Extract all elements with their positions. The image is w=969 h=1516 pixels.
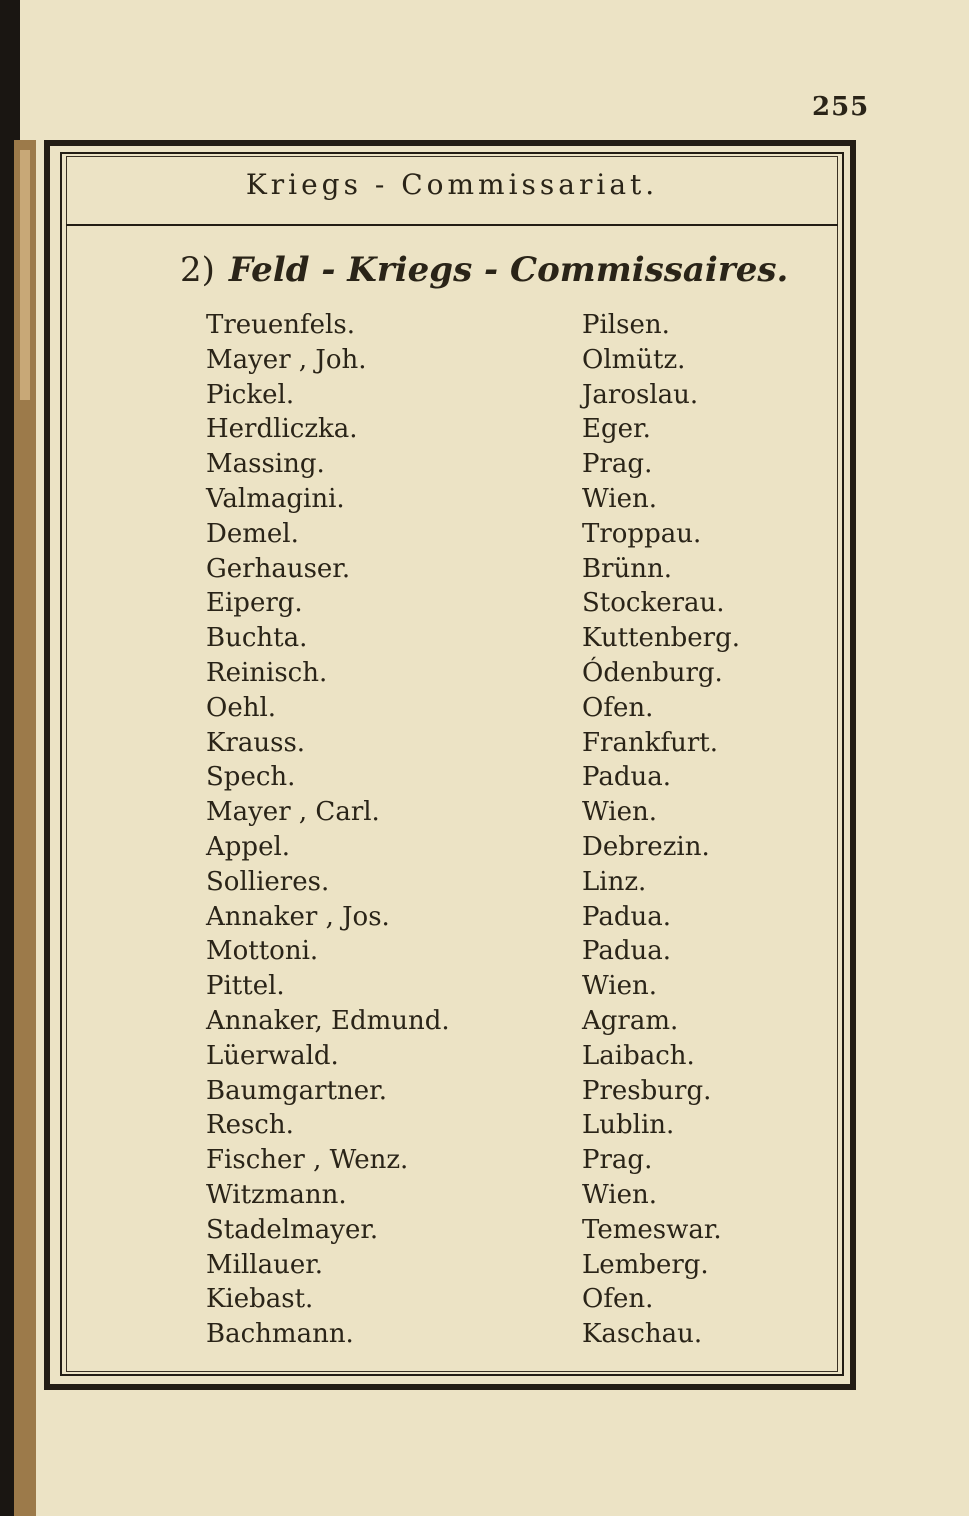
list-item — [206, 900, 806, 935]
list-item — [206, 1213, 806, 1248]
entry-name: Resch. — [206, 1110, 294, 1141]
entry-place: Pilsen. — [582, 310, 670, 340]
section-heading — [180, 250, 788, 290]
entry-place: Lemberg. — [582, 1249, 709, 1280]
entry-place: Wien. — [582, 483, 657, 514]
list-item — [206, 1317, 806, 1352]
entry-place: Kuttenberg. — [582, 623, 740, 654]
entry-name: Annaker , Jos. — [206, 901, 390, 932]
entry-name: Baumgartner. — [206, 1075, 387, 1106]
binding-strip-highlight — [20, 150, 30, 400]
entry-place: Padua. — [582, 936, 671, 967]
header-divider — [66, 224, 838, 226]
entry-place: Olmütz. — [582, 344, 686, 375]
list-item — [206, 656, 806, 691]
entry-name: Reinisch. — [206, 657, 328, 688]
entry-place: Linz. — [582, 866, 647, 897]
entry-name: Annaker, Edmund. — [206, 1005, 450, 1036]
entry-name: Pittel. — [206, 971, 285, 1002]
list-item — [206, 621, 806, 656]
entry-name: Massing. — [206, 449, 325, 480]
entry-place: Wien. — [582, 971, 657, 1002]
entry-name: Witzmann. — [206, 1179, 347, 1210]
section-title: Feld - Kriegs - Commissaires. — [228, 250, 789, 290]
entry-name: Valmagini. — [206, 483, 345, 514]
entry-place: Brünn. — [582, 553, 673, 584]
entry-place: Kaschau. — [582, 1319, 703, 1350]
entry-name: Gerhauser. — [206, 553, 351, 584]
entry-name: Kiebast. — [206, 1284, 314, 1315]
entry-name: Millauer. — [206, 1249, 324, 1280]
entry-place: Agram. — [582, 1005, 679, 1036]
list-item — [206, 343, 806, 378]
entry-name: Buchta. — [206, 623, 308, 654]
section-number: 2) — [180, 250, 215, 290]
entry-place: Wien. — [582, 797, 657, 828]
entry-name: Mayer , Carl. — [206, 797, 380, 828]
list-item — [206, 1074, 806, 1109]
list-item — [206, 308, 806, 343]
list-item — [206, 412, 806, 447]
entry-place: Prag. — [582, 1145, 653, 1176]
entry-name: Herdliczka. — [206, 414, 358, 445]
entry-place: Padua. — [582, 762, 671, 793]
entry-place: Jaroslau. — [582, 379, 699, 410]
list-item — [206, 552, 806, 587]
entry-place: Ofen. — [582, 1284, 654, 1315]
list-item — [206, 865, 806, 900]
entry-place: Ódenburg. — [582, 657, 723, 688]
list-item — [206, 482, 806, 517]
list-item — [206, 691, 806, 726]
entry-place: Lublin. — [582, 1110, 675, 1141]
list-item — [206, 1178, 806, 1213]
list-item — [206, 378, 806, 413]
entry-name: Treuenfels. — [206, 310, 355, 340]
list-item — [206, 726, 806, 761]
entry-name: Oehl. — [206, 692, 277, 723]
entry-name: Mayer , Joh. — [206, 344, 367, 375]
entry-name: Demel. — [206, 518, 299, 549]
list-item — [206, 586, 806, 621]
entry-place: Wien. — [582, 1179, 657, 1210]
list-item — [206, 934, 806, 969]
entry-place: Troppau. — [582, 518, 702, 549]
entry-place: Temeswar. — [582, 1214, 722, 1245]
entry-place: Eger. — [582, 414, 651, 445]
list-item — [206, 1039, 806, 1074]
list-item — [206, 447, 806, 482]
entry-name: Spech. — [206, 762, 296, 793]
commissaire-list — [206, 308, 806, 1352]
entry-name: Fischer , Wenz. — [206, 1145, 409, 1176]
list-item — [206, 1282, 806, 1317]
entry-place: Debrezin. — [582, 831, 710, 862]
entry-name: Lüerwald. — [206, 1040, 339, 1071]
entry-name: Krauss. — [206, 727, 306, 758]
entry-name: Stadelmayer. — [206, 1214, 379, 1245]
page-number: 255 — [812, 92, 870, 122]
list-item — [206, 517, 806, 552]
entry-name: Mottoni. — [206, 936, 319, 967]
list-item — [206, 1108, 806, 1143]
entry-name: Bachmann. — [206, 1319, 354, 1350]
entry-place: Presburg. — [582, 1075, 712, 1106]
entry-place: Stockerau. — [582, 588, 725, 619]
entry-place: Ofen. — [582, 692, 654, 723]
page-title: Kriegs - Commissariat. — [245, 168, 659, 201]
list-item — [206, 1248, 806, 1283]
list-item — [206, 795, 806, 830]
entry-name: Appel. — [206, 831, 291, 862]
entry-name: Eiperg. — [206, 588, 303, 619]
entry-place: Prag. — [582, 449, 653, 480]
list-item — [206, 830, 806, 865]
entry-name: Pickel. — [206, 379, 295, 410]
entry-place: Padua. — [582, 901, 671, 932]
entry-place: Frankfurt. — [582, 727, 718, 758]
entry-place: Laibach. — [582, 1040, 695, 1071]
list-item — [206, 1143, 806, 1178]
list-item — [206, 969, 806, 1004]
entry-name: Sollieres. — [206, 866, 330, 897]
list-item — [206, 760, 806, 795]
list-item — [206, 1004, 806, 1039]
